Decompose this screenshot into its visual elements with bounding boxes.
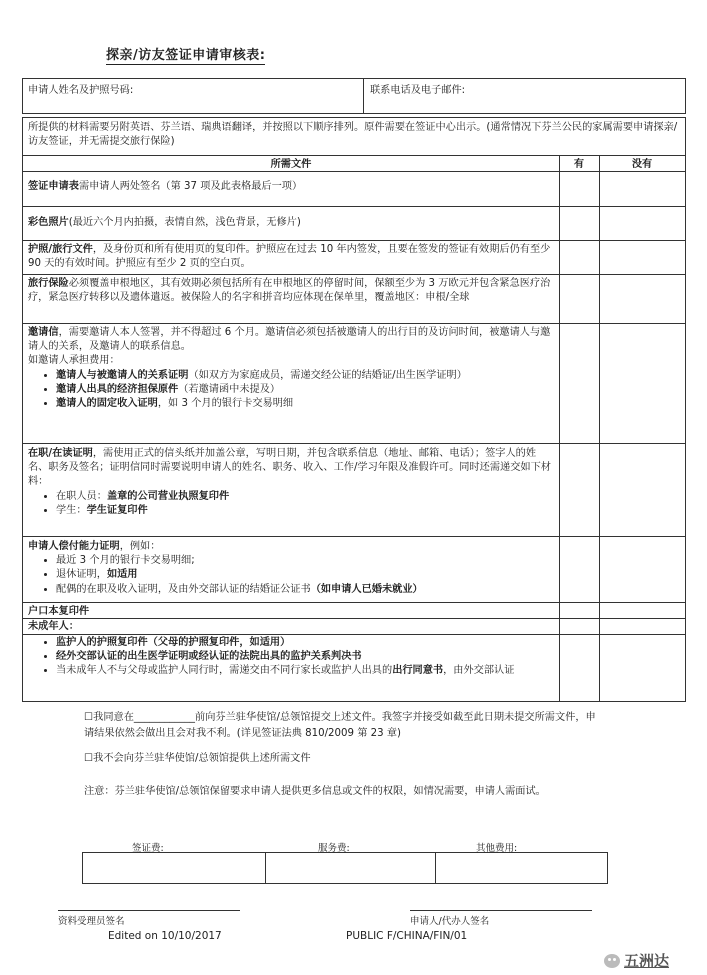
row-photo-title: 彩色照片 — [28, 217, 69, 228]
watermark — [604, 950, 669, 971]
staff-signature-line[interactable] — [58, 910, 240, 911]
bullet-bold: 监护人的护照复印件（父母的护照复印件，如适用） — [56, 637, 291, 648]
row-hukou-title: 户口本复印件 — [28, 606, 90, 617]
bullet-text: 在职人员： — [56, 490, 107, 502]
row-passport-title: 护照/旅行文件 — [28, 244, 93, 255]
row-minor-list — [23, 634, 559, 679]
row-visa-form-title: 签证申请表 — [28, 181, 79, 192]
row-invitation-text: ，需要邀请人本人签署，并不得超过 6 个月。邀请信必须包括被邀请人的出行目的及访问时间，被邀请人与邀请人的关系，及邀请人的联系信息。 — [28, 327, 551, 353]
bullet-text: （如双方为家庭成员，需递交经公证的结婚证/出生医学证明） — [188, 369, 467, 381]
list-item — [56, 504, 554, 518]
applicant-name-label: 申请人姓名及护照号码: — [28, 85, 134, 96]
column-header-yes: 有 — [573, 159, 585, 170]
row-visa-form-text: 需申请人两处签名（第 37 项及此表格最后一项） — [78, 181, 303, 192]
other-fee-label: 其他费用: — [476, 843, 518, 854]
form-title: 探亲/访友签证申请审核表: — [106, 44, 265, 65]
row-insurance — [23, 275, 559, 305]
row-invitation-sub: 如邀请人承担费用： — [28, 355, 120, 367]
form-code: PUBLIC F/CHINA/FIN/01 — [346, 930, 468, 942]
declaration-decline[interactable]: ☐我不会向芬兰驻华使馆/总领馆提供上述所需文件 — [84, 753, 311, 764]
minor-row-box — [22, 634, 686, 702]
list-item — [56, 568, 554, 582]
other-fee-input[interactable] — [436, 853, 608, 883]
documents-table — [22, 117, 686, 635]
list-item — [56, 369, 554, 383]
row-invitation — [23, 324, 559, 411]
bullet-text: 学生： — [56, 504, 87, 516]
row-employment-text: ，需使用正式的信头纸并加盖公章，写明日期，并包含联系信息（地址、邮箱、电话）；签字人的姓名、职务及签名；证明信同时需要说明申请人的姓名、职务、收入、工作/学习年限及准假许可。同时还需递交如下材料： — [28, 448, 551, 488]
declaration-agree[interactable]: ☐我同意在____________前向芬兰驻华使馆/总领馆提交上述文件。我签字并接受如截至此日期未提交所需文件，申请结果依然会做出且会对我不利。(详见签证法典 810/2009 第 23 章) — [84, 712, 596, 739]
applicant-signature-label: 申请人/代办人签名 — [410, 916, 490, 927]
bullet-bold: 邀请人的固定收入证明 — [56, 398, 158, 410]
edited-date: Edited on 10/10/2017 — [108, 930, 222, 942]
service-fee-input[interactable] — [266, 853, 434, 883]
row-employment — [23, 445, 559, 518]
bullet-bold: 邀请人与被邀请人的关系证明 — [56, 369, 189, 381]
contact-label: 联系电话及电子邮件: — [370, 85, 466, 96]
bullet-text: 退休证明， — [56, 569, 107, 581]
row-hukou — [23, 603, 559, 619]
row-finance-text: ，例如： — [119, 541, 161, 552]
applicant-signature-line[interactable] — [410, 910, 592, 911]
visa-fee-label: 签证费: — [132, 843, 164, 854]
bullet-text: （若邀请函中未提及） — [178, 383, 281, 395]
bullet-bold: 出行同意书 — [392, 665, 444, 677]
row-photo-text: (最近六个月内拍摄，表情自然，浅色背景，无修片) — [68, 217, 301, 228]
row-invitation-title: 邀请信 — [28, 327, 59, 338]
service-fee-label: 服务费: — [318, 843, 350, 854]
staff-signature-label: 资料受理员签名 — [58, 916, 125, 927]
row-employment-title: 在职/在读证明 — [28, 448, 93, 459]
bullet-text: 配偶的在职及收入证明，及由外交部认证的结婚证公证书 — [56, 583, 311, 595]
list-item — [56, 490, 554, 504]
notice-text: 注意：芬兰驻华使馆/总领馆保留要求申请人提供更多信息或文件的权限，如情况需要，申请人需面试。 — [84, 786, 546, 797]
bullet-text: ，由外交部认证 — [443, 665, 515, 677]
bullet-text: ，如 3 个月的银行卡交易明细 — [157, 398, 294, 410]
row-photo — [23, 214, 559, 230]
list-item — [56, 650, 554, 664]
bullet-bold: 经外交部认证的出生医学证明或经认证的法院出具的监护关系判决书 — [56, 651, 362, 663]
bullet-bold: 学生证复印件 — [86, 504, 148, 516]
list-item — [56, 383, 554, 397]
row-minor-title: 未成年人： — [28, 621, 79, 632]
row-passport — [23, 241, 559, 271]
watermark-text: 五洲达 — [624, 952, 670, 970]
list-item — [56, 636, 554, 650]
visa-fee-input[interactable] — [83, 853, 265, 883]
wechat-icon — [604, 954, 620, 968]
list-item — [56, 664, 554, 678]
column-header-no: 没有 — [631, 159, 653, 170]
bullet-bold: 盖章的公司营业执照复印件 — [106, 490, 230, 502]
bullet-bold: （如申请人已婚未就业） — [310, 583, 423, 595]
bullet-bold: 如适用 — [106, 569, 138, 581]
list-item — [56, 397, 554, 411]
row-visa-form — [23, 178, 559, 194]
bullet-text: 当未成年人不与父母或监护人同行时，需递交由不同行家长或监护人出具的 — [56, 665, 393, 677]
column-header-docs: 所需文件 — [270, 159, 312, 170]
fee-table — [82, 852, 608, 884]
list-item: • 最近 3 个月的银行卡交易明细; — [56, 554, 554, 568]
row-insurance-text: 必须覆盖申根地区，其有效期必须包括所有在申根地区的停留时间，保额至少为 3 万欧元并包含紧急医疗治疗，紧急医疗转移以及遗体遣返。被保险人的名字和拼音均应体现在保单里，覆盖地区：申根/全球 — [28, 278, 551, 304]
row-passport-text: ，及身份页和所有使用页的复印件。护照应在过去 10 年内签发，且要在签发的签证有效期后仍有至少 90 天的有效时间。护照应有至少 2 页的空白页。 — [28, 244, 551, 270]
intro-text: 所提供的材料需要另附英语、芬兰语、瑞典语翻译，并按照以下顺序排列。原件需要在签证中心出示。(通常情况下芬兰公民的家属需要申请探亲/访友签证，并无需提交旅行保险) — [28, 122, 678, 148]
row-finance-title: 申请人偿付能力证明 — [28, 541, 120, 552]
row-finance — [23, 538, 559, 597]
contact-field[interactable] — [365, 82, 685, 98]
bullet-bold: 邀请人出具的经济担保原件 — [56, 383, 179, 395]
row-minor — [23, 618, 559, 634]
applicant-name-field[interactable] — [23, 82, 363, 98]
row-insurance-title: 旅行保险 — [28, 278, 69, 289]
list-item — [56, 583, 554, 597]
applicant-info-row — [22, 78, 686, 114]
